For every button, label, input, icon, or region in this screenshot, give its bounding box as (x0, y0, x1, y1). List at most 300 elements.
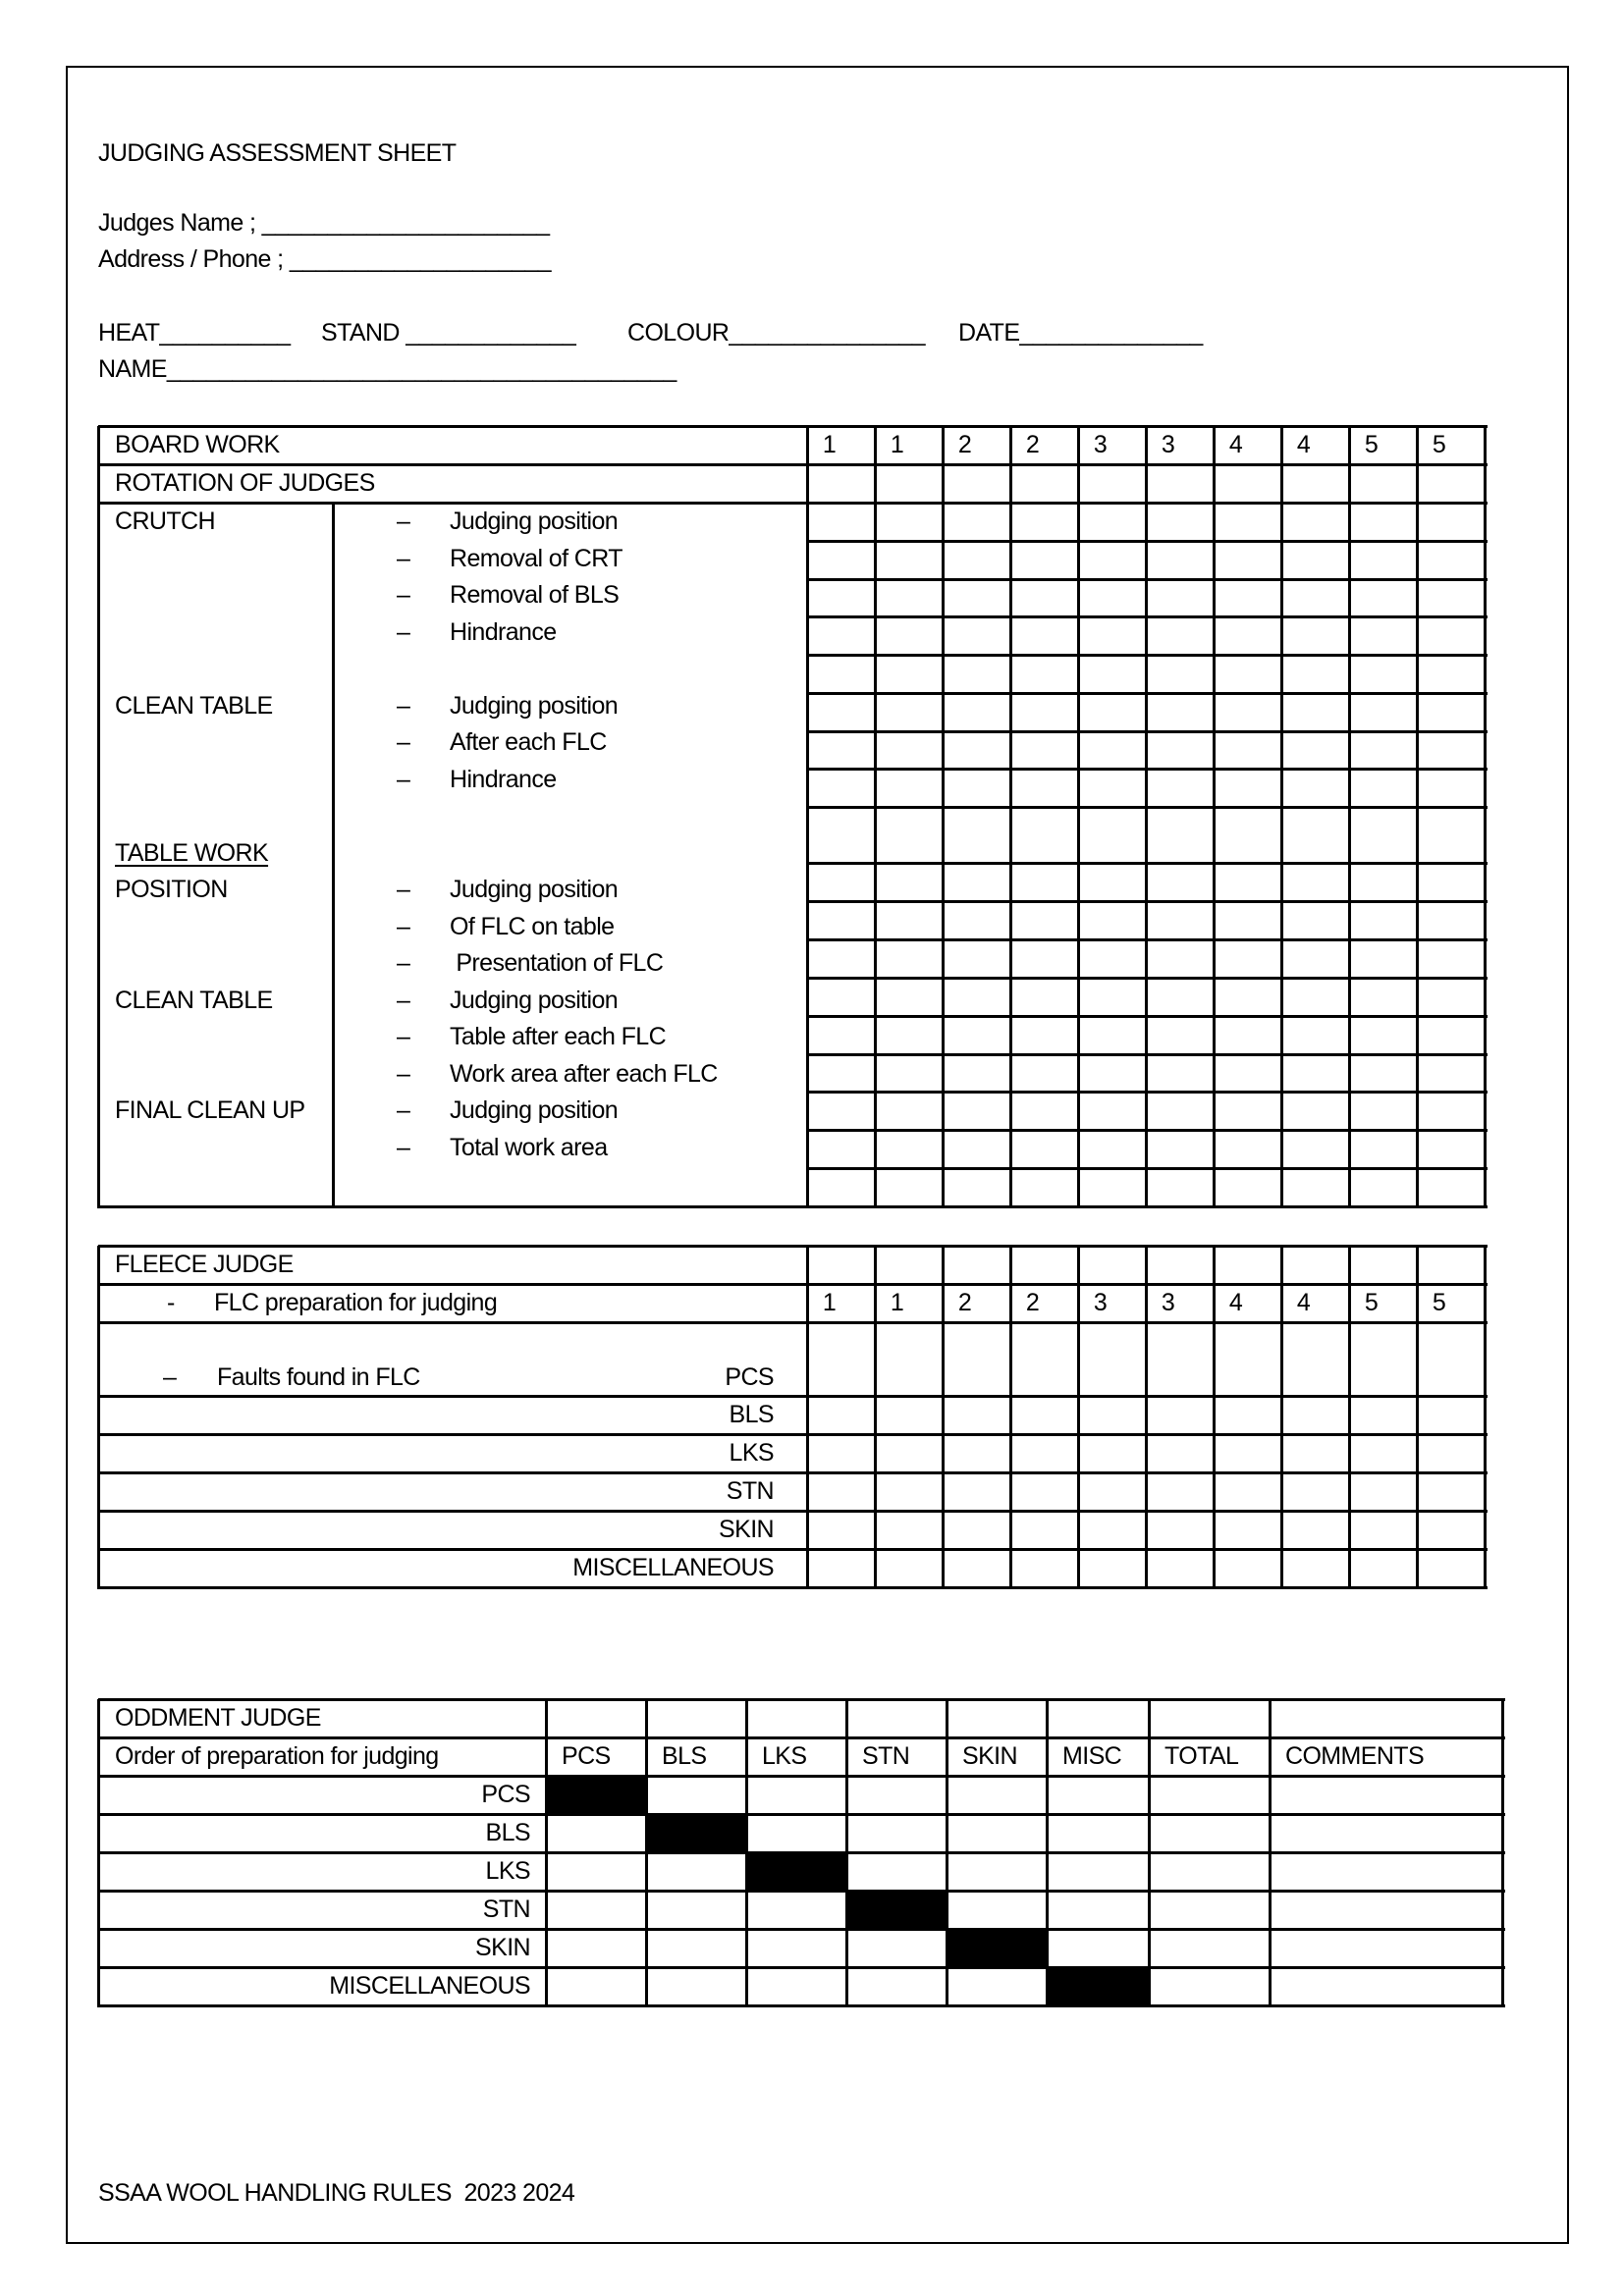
score-cell[interactable] (748, 1893, 844, 1927)
score-cell[interactable] (945, 581, 1008, 615)
score-cell[interactable] (1151, 1969, 1268, 2003)
score-cell[interactable] (809, 941, 873, 976)
score-cell[interactable] (809, 1513, 873, 1547)
score-cell[interactable] (1216, 543, 1279, 577)
score-cell[interactable] (1283, 1398, 1347, 1432)
score-cell[interactable] (1283, 809, 1347, 861)
score-cell[interactable] (1148, 1474, 1212, 1509)
score-cell[interactable] (1012, 543, 1076, 577)
name-field[interactable]: NAME_______________________________________ (98, 355, 677, 383)
score-cell[interactable] (1080, 1094, 1144, 1128)
score-cell[interactable] (1216, 1324, 1279, 1394)
score-cell[interactable] (1351, 1018, 1415, 1052)
score-cell[interactable] (1351, 1398, 1415, 1432)
score-cell[interactable] (1080, 1324, 1144, 1394)
score-cell[interactable] (1351, 809, 1415, 861)
score-cell[interactable] (1283, 1056, 1347, 1091)
score-cell[interactable] (1283, 1513, 1347, 1547)
score-cell[interactable] (1148, 980, 1212, 1014)
score-cell[interactable] (877, 1018, 941, 1052)
criteria-item: Presentation of FLC (450, 949, 664, 977)
score-cell[interactable] (1351, 657, 1415, 691)
score-cell[interactable] (945, 1018, 1008, 1052)
score-cell[interactable] (1419, 809, 1483, 861)
score-cell[interactable] (1148, 1513, 1212, 1547)
score-cell[interactable] (1012, 1513, 1076, 1547)
score-cell[interactable] (877, 1436, 941, 1470)
score-cell[interactable] (1148, 505, 1212, 539)
score-cell[interactable] (1080, 1056, 1144, 1091)
score-cell[interactable] (1012, 771, 1076, 805)
score-cell[interactable] (945, 1324, 1008, 1394)
score-cell[interactable] (1012, 1132, 1076, 1166)
score-cell[interactable] (1151, 1778, 1268, 1812)
score-cell[interactable] (945, 1436, 1008, 1470)
score-cell[interactable] (1216, 865, 1279, 899)
score-cell[interactable] (1049, 1854, 1147, 1889)
score-cell[interactable] (809, 1436, 873, 1470)
score-cell[interactable] (1351, 618, 1415, 653)
score-cell[interactable] (1272, 1816, 1500, 1850)
score-cell[interactable] (648, 1893, 744, 1927)
score-cell[interactable] (1080, 1436, 1144, 1470)
score-cell[interactable] (1216, 505, 1279, 539)
score-cell[interactable] (1012, 657, 1076, 691)
score-cell[interactable] (1148, 543, 1212, 577)
score-cell[interactable] (1419, 618, 1483, 653)
score-cell[interactable] (1351, 1551, 1415, 1585)
score-cell[interactable] (1080, 581, 1144, 615)
score-cell[interactable] (1080, 1551, 1144, 1585)
score-cell[interactable] (748, 1778, 844, 1812)
score-cell[interactable] (1012, 1170, 1076, 1204)
score-cell[interactable] (948, 1854, 1045, 1889)
grid-line (98, 1205, 1488, 1208)
score-cell[interactable] (1351, 771, 1415, 805)
score-cell[interactable] (809, 1018, 873, 1052)
score-cell[interactable] (1419, 865, 1483, 899)
score-cell[interactable] (1148, 695, 1212, 729)
score-cell[interactable] (1351, 733, 1415, 768)
score-cell[interactable] (809, 1094, 873, 1128)
score-cell[interactable] (1419, 903, 1483, 937)
address-phone-field[interactable]: Address / Phone ; ____________________ (98, 245, 551, 273)
score-cell[interactable] (1283, 903, 1347, 937)
faults-found-label: Faults found in FLC (217, 1363, 420, 1391)
score-cell[interactable] (1012, 1018, 1076, 1052)
score-cell[interactable] (945, 865, 1008, 899)
score-cell[interactable] (548, 1854, 644, 1889)
score-cell[interactable] (945, 1474, 1008, 1509)
score-cell[interactable] (1216, 771, 1279, 805)
score-cell[interactable] (809, 581, 873, 615)
score-cell[interactable] (877, 1474, 941, 1509)
judges-name-field[interactable]: Judges Name ; ______________________ (98, 209, 550, 237)
criteria-item: Total work area (450, 1133, 608, 1161)
score-cell[interactable] (1216, 809, 1279, 861)
score-cell[interactable] (1216, 1551, 1279, 1585)
score-cell[interactable] (1012, 1474, 1076, 1509)
score-cell[interactable] (1012, 1324, 1076, 1394)
score-cell[interactable] (1049, 1778, 1147, 1812)
score-cell[interactable] (1283, 865, 1347, 899)
score-cell[interactable] (877, 581, 941, 615)
score-cell[interactable] (1216, 941, 1279, 976)
score-cell[interactable] (1080, 1018, 1144, 1052)
score-cell[interactable] (748, 1931, 844, 1965)
score-cell[interactable] (1148, 1056, 1212, 1091)
score-cell[interactable] (809, 733, 873, 768)
score-cell[interactable] (877, 543, 941, 577)
score-cell[interactable] (877, 1170, 941, 1204)
score-cell[interactable] (1151, 1816, 1268, 1850)
score-cell[interactable] (1351, 903, 1415, 937)
score-cell[interactable] (548, 1931, 644, 1965)
score-cell[interactable] (1216, 733, 1279, 768)
score-cell[interactable] (1151, 1931, 1268, 1965)
score-cell[interactable] (877, 865, 941, 899)
score-cell[interactable] (1419, 941, 1483, 976)
score-cell[interactable] (1216, 657, 1279, 691)
score-cell[interactable] (1012, 1436, 1076, 1470)
score-cell[interactable] (809, 1398, 873, 1432)
score-cell[interactable] (945, 1398, 1008, 1432)
score-cell[interactable] (1012, 733, 1076, 768)
score-cell[interactable] (1351, 1513, 1415, 1547)
score-cell[interactable] (1148, 1094, 1212, 1128)
score-cell[interactable] (945, 1170, 1008, 1204)
score-cell[interactable] (1419, 1170, 1483, 1204)
score-cell[interactable] (945, 1056, 1008, 1091)
score-cell[interactable] (1272, 1778, 1500, 1812)
score-cell[interactable] (809, 1324, 873, 1394)
score-cell[interactable] (1148, 618, 1212, 653)
score-cell[interactable] (1283, 1436, 1347, 1470)
score-cell[interactable] (948, 1816, 1045, 1850)
heat-field[interactable]: HEAT__________ (98, 319, 291, 347)
score-cell[interactable] (1080, 657, 1144, 691)
score-cell[interactable] (945, 543, 1008, 577)
score-cell[interactable] (877, 1513, 941, 1547)
score-cell[interactable] (1283, 657, 1347, 691)
score-cell[interactable] (945, 1094, 1008, 1128)
score-cell[interactable] (648, 1931, 744, 1965)
score-cell[interactable] (1049, 1931, 1147, 1965)
score-cell[interactable] (1012, 809, 1076, 861)
score-cell[interactable] (1419, 695, 1483, 729)
score-cell[interactable] (748, 1969, 844, 2003)
score-cell[interactable] (1080, 1170, 1144, 1204)
score-cell[interactable] (877, 941, 941, 976)
stand-field[interactable]: STAND _____________ (321, 319, 576, 347)
score-cell[interactable] (877, 1551, 941, 1585)
score-cell[interactable] (848, 1854, 945, 1889)
score-cell[interactable] (1283, 1094, 1347, 1128)
score-cell[interactable] (877, 733, 941, 768)
date-field[interactable]: DATE______________ (958, 319, 1203, 347)
score-cell[interactable] (1049, 1893, 1147, 1927)
score-cell[interactable] (1283, 771, 1347, 805)
score-cell[interactable] (1012, 505, 1076, 539)
score-cell[interactable] (1216, 581, 1279, 615)
score-cell[interactable] (1148, 1551, 1212, 1585)
score-cell[interactable] (1283, 1018, 1347, 1052)
score-cell[interactable] (1080, 865, 1144, 899)
score-cell[interactable] (809, 657, 873, 691)
score-cell[interactable] (809, 1132, 873, 1166)
score-cell[interactable] (1283, 941, 1347, 976)
score-cell[interactable] (1351, 695, 1415, 729)
score-cell[interactable] (1216, 1513, 1279, 1547)
score-cell[interactable] (1419, 733, 1483, 768)
score-cell[interactable] (1148, 809, 1212, 861)
score-cell[interactable] (877, 1056, 941, 1091)
score-cell[interactable] (1272, 1969, 1500, 2003)
score-cell[interactable] (548, 1969, 644, 2003)
score-cell[interactable] (1419, 1513, 1483, 1547)
score-cell[interactable] (945, 695, 1008, 729)
score-cell[interactable] (948, 1778, 1045, 1812)
score-cell[interactable] (1012, 695, 1076, 729)
score-cell[interactable] (1049, 1816, 1147, 1850)
score-cell[interactable] (1151, 1893, 1268, 1927)
score-cell[interactable] (1419, 1094, 1483, 1128)
score-cell[interactable] (945, 1132, 1008, 1166)
column-number: 2 (1025, 1289, 1040, 1316)
score-cell[interactable] (945, 809, 1008, 861)
score-cell[interactable] (1012, 980, 1076, 1014)
score-cell[interactable] (1419, 1398, 1483, 1432)
score-cell[interactable] (877, 1132, 941, 1166)
score-cell[interactable] (1148, 1170, 1212, 1204)
score-cell[interactable] (1012, 618, 1076, 653)
score-cell[interactable] (1419, 1474, 1483, 1509)
score-cell[interactable] (877, 1324, 941, 1394)
score-cell[interactable] (1351, 543, 1415, 577)
score-cell[interactable] (1148, 1132, 1212, 1166)
score-cell[interactable] (1351, 1132, 1415, 1166)
score-cell[interactable] (1148, 657, 1212, 691)
score-cell[interactable] (1012, 1551, 1076, 1585)
score-cell[interactable] (1419, 581, 1483, 615)
score-cell[interactable] (1283, 733, 1347, 768)
score-cell[interactable] (1419, 980, 1483, 1014)
score-cell[interactable] (1283, 505, 1347, 539)
score-cell[interactable] (1216, 1398, 1279, 1432)
score-cell[interactable] (1080, 733, 1144, 768)
score-cell[interactable] (1351, 505, 1415, 539)
score-cell[interactable] (1080, 980, 1144, 1014)
score-cell[interactable] (1216, 1132, 1279, 1166)
score-cell[interactable] (648, 1778, 744, 1812)
score-cell[interactable] (548, 1816, 644, 1850)
score-cell[interactable] (1080, 695, 1144, 729)
colour-field[interactable]: COLOUR_______________ (627, 319, 925, 347)
score-cell[interactable] (1283, 1324, 1347, 1394)
score-cell[interactable] (1419, 1056, 1483, 1091)
score-cell[interactable] (1351, 1094, 1415, 1128)
score-cell[interactable] (1148, 771, 1212, 805)
score-cell[interactable] (848, 1778, 945, 1812)
score-cell[interactable] (1283, 1551, 1347, 1585)
score-cell[interactable] (1012, 903, 1076, 937)
score-cell[interactable] (877, 1094, 941, 1128)
score-cell[interactable] (877, 1398, 941, 1432)
score-cell[interactable] (1272, 1931, 1500, 1965)
score-cell[interactable] (945, 980, 1008, 1014)
score-cell[interactable] (945, 657, 1008, 691)
score-cell[interactable] (1351, 1056, 1415, 1091)
score-cell[interactable] (1080, 505, 1144, 539)
score-cell[interactable] (1216, 1094, 1279, 1128)
score-cell[interactable] (877, 903, 941, 937)
score-cell[interactable] (809, 980, 873, 1014)
grid-line (97, 1699, 100, 2007)
score-cell[interactable] (877, 809, 941, 861)
grid-line (98, 1586, 1488, 1589)
score-cell[interactable] (1148, 581, 1212, 615)
score-cell[interactable] (1012, 1056, 1076, 1091)
score-cell[interactable] (1216, 1056, 1279, 1091)
dash-bullet: – (397, 912, 410, 940)
score-cell[interactable] (1148, 1018, 1212, 1052)
score-cell[interactable] (1283, 581, 1347, 615)
score-cell[interactable] (1272, 1854, 1500, 1889)
row-label: MISCELLANEOUS (329, 1972, 530, 2000)
score-cell[interactable] (1080, 1132, 1144, 1166)
score-cell[interactable] (1419, 1324, 1483, 1394)
score-cell[interactable] (1012, 865, 1076, 899)
score-cell[interactable] (1080, 543, 1144, 577)
score-cell[interactable] (1080, 1398, 1144, 1432)
score-cell[interactable] (1283, 980, 1347, 1014)
score-cell[interactable] (1148, 1398, 1212, 1432)
score-cell[interactable] (809, 903, 873, 937)
score-cell[interactable] (1216, 1018, 1279, 1052)
score-cell[interactable] (1148, 903, 1212, 937)
score-cell[interactable] (648, 1969, 744, 2003)
score-cell[interactable] (1351, 1474, 1415, 1509)
score-cell[interactable] (877, 980, 941, 1014)
score-cell[interactable] (848, 1931, 945, 1965)
score-cell[interactable] (809, 809, 873, 861)
score-cell[interactable] (1216, 980, 1279, 1014)
score-cell[interactable] (809, 695, 873, 729)
score-cell[interactable] (809, 1474, 873, 1509)
score-cell[interactable] (945, 733, 1008, 768)
score-cell[interactable] (1080, 771, 1144, 805)
score-cell[interactable] (1080, 618, 1144, 653)
score-cell[interactable] (548, 1893, 644, 1927)
score-cell[interactable] (1216, 618, 1279, 653)
score-cell[interactable] (1351, 1436, 1415, 1470)
score-cell[interactable] (1216, 1436, 1279, 1470)
score-cell[interactable] (1419, 1018, 1483, 1052)
score-cell[interactable] (945, 1551, 1008, 1585)
score-cell[interactable] (877, 657, 941, 691)
score-cell[interactable] (809, 1056, 873, 1091)
score-cell[interactable] (1419, 657, 1483, 691)
score-cell[interactable] (877, 695, 941, 729)
score-cell[interactable] (809, 865, 873, 899)
score-cell[interactable] (809, 505, 873, 539)
score-cell[interactable] (1283, 1170, 1347, 1204)
score-cell[interactable] (1148, 1436, 1212, 1470)
score-cell[interactable] (1419, 771, 1483, 805)
score-cell[interactable] (1148, 1324, 1212, 1394)
score-cell[interactable] (945, 771, 1008, 805)
score-cell[interactable] (945, 941, 1008, 976)
score-cell[interactable] (1419, 505, 1483, 539)
score-cell[interactable] (1080, 1474, 1144, 1509)
score-cell[interactable] (1216, 1474, 1279, 1509)
score-cell[interactable] (809, 1551, 873, 1585)
score-cell[interactable] (877, 505, 941, 539)
score-cell[interactable] (1216, 903, 1279, 937)
score-cell[interactable] (945, 505, 1008, 539)
score-cell[interactable] (1283, 695, 1347, 729)
score-cell[interactable] (1419, 1132, 1483, 1166)
score-cell[interactable] (648, 1854, 744, 1889)
score-cell[interactable] (1080, 1513, 1144, 1547)
score-cell[interactable] (1351, 1170, 1415, 1204)
score-cell[interactable] (1216, 695, 1279, 729)
score-cell[interactable] (1351, 941, 1415, 976)
score-cell[interactable] (1151, 1854, 1268, 1889)
score-cell[interactable] (1012, 581, 1076, 615)
score-cell[interactable] (1272, 1893, 1500, 1927)
score-cell[interactable] (809, 1170, 873, 1204)
dash-bullet: – (397, 617, 410, 646)
score-cell[interactable] (848, 1816, 945, 1850)
score-cell[interactable] (848, 1969, 945, 2003)
score-cell[interactable] (1351, 1324, 1415, 1394)
score-cell[interactable] (1148, 865, 1212, 899)
score-cell[interactable] (1283, 1132, 1347, 1166)
score-cell[interactable] (1419, 543, 1483, 577)
score-cell[interactable] (1080, 903, 1144, 937)
score-cell[interactable] (877, 771, 941, 805)
score-cell[interactable] (1080, 809, 1144, 861)
score-cell[interactable] (1351, 581, 1415, 615)
score-cell[interactable] (877, 618, 941, 653)
score-cell[interactable] (1080, 941, 1144, 976)
score-cell[interactable] (948, 1893, 1045, 1927)
score-cell[interactable] (945, 1513, 1008, 1547)
score-cell[interactable] (1012, 941, 1076, 976)
score-cell[interactable] (809, 618, 873, 653)
score-cell[interactable] (1351, 980, 1415, 1014)
score-cell[interactable] (948, 1969, 1045, 2003)
column-header: COMMENTS (1285, 1742, 1425, 1770)
score-cell[interactable] (1216, 1170, 1279, 1204)
score-cell[interactable] (1148, 941, 1212, 976)
score-cell[interactable] (945, 618, 1008, 653)
score-cell[interactable] (1419, 1551, 1483, 1585)
score-cell[interactable] (748, 1816, 844, 1850)
score-cell[interactable] (1012, 1094, 1076, 1128)
score-cell[interactable] (1419, 1436, 1483, 1470)
score-cell[interactable] (1148, 733, 1212, 768)
score-cell[interactable] (1283, 1474, 1347, 1509)
score-cell[interactable] (809, 771, 873, 805)
score-cell[interactable] (1283, 543, 1347, 577)
score-cell[interactable] (1283, 618, 1347, 653)
score-cell[interactable] (1351, 865, 1415, 899)
score-cell[interactable] (945, 903, 1008, 937)
score-cell[interactable] (809, 543, 873, 577)
score-cell[interactable] (1012, 1398, 1076, 1432)
